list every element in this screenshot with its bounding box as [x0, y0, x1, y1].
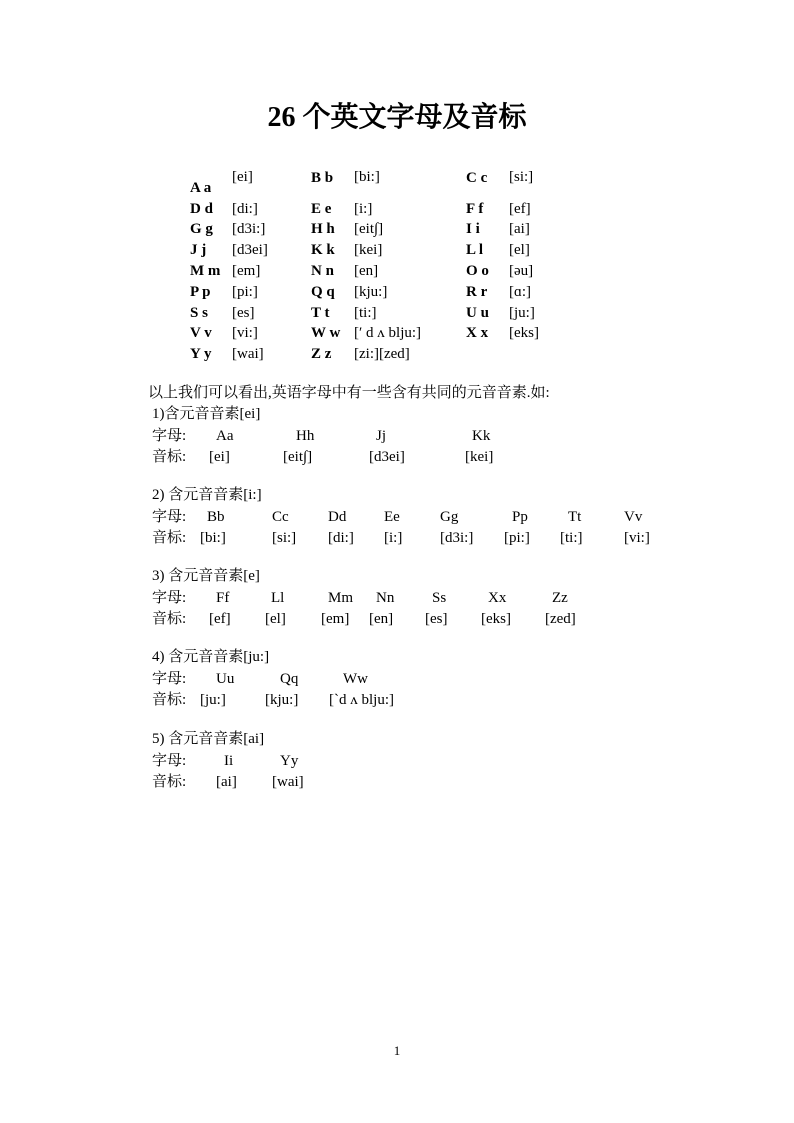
alphabet-letter: O o — [466, 263, 489, 279]
group-heading: 4) 含元音音素[ju:] — [152, 649, 270, 665]
phonetic-label: 音标: — [152, 449, 187, 465]
alphabet-letter: Y y — [190, 346, 212, 362]
group-phonetic: [d3i:] — [440, 530, 474, 546]
alphabet-letter: K k — [311, 242, 335, 258]
alphabet-phonetic: [′ d ʌ blju:] — [354, 325, 422, 341]
alphabet-phonetic: [ai] — [509, 221, 530, 237]
group-letter: Tt — [568, 509, 582, 525]
alphabet-letter: L l — [466, 242, 484, 258]
alphabet-letter: N n — [311, 263, 334, 279]
letters-label: 字母: — [152, 509, 187, 525]
group-letter: Nn — [376, 590, 395, 606]
alphabet-phonetic: [ɑ:] — [509, 284, 532, 300]
alphabet-letter: M m — [190, 263, 221, 279]
alphabet-letter: H h — [311, 221, 335, 237]
group-phonetic: [kei] — [465, 449, 494, 465]
group-letter: Ww — [343, 671, 368, 687]
group-phonetic: [el] — [265, 611, 286, 627]
group-phonetic: [si:] — [272, 530, 297, 546]
alphabet-letter: J j — [190, 242, 207, 258]
alphabet-letter: R r — [466, 284, 488, 300]
group-letter: Jj — [376, 428, 387, 444]
group-phonetic: [di:] — [328, 530, 354, 546]
group-phonetic: [wai] — [272, 774, 304, 790]
alphabet-phonetic: [ei] — [232, 169, 253, 185]
phonetic-label: 音标: — [152, 774, 187, 790]
group-letter: Vv — [624, 509, 643, 525]
group-letter: Ee — [384, 509, 400, 525]
alphabet-letter: F f — [466, 201, 484, 217]
alphabet-phonetic: [wai] — [232, 346, 264, 362]
group-phonetic: [vi:] — [624, 530, 650, 546]
alphabet-phonetic: [si:] — [509, 169, 534, 185]
group-heading: 3) 含元音音素[e] — [152, 568, 260, 584]
alphabet-phonetic: [vi:] — [232, 325, 258, 341]
group-phonetic: [ju:] — [200, 692, 226, 708]
alphabet-letter: W w — [311, 325, 341, 341]
alphabet-phonetic: [bi:] — [354, 169, 380, 185]
phonetic-label: 音标: — [152, 530, 187, 546]
group-letter: Ss — [432, 590, 447, 606]
alphabet-phonetic: [i:] — [354, 201, 373, 217]
page-title: 26 个英文字母及音标 — [267, 102, 527, 133]
alphabet-phonetic: [d3ei] — [232, 242, 268, 258]
group-letter: Dd — [328, 509, 347, 525]
group-phonetic: [eit∫] — [283, 449, 313, 465]
alphabet-letter: T t — [311, 305, 330, 321]
alphabet-letter: X x — [466, 325, 489, 341]
alphabet-phonetic: [es] — [232, 305, 255, 321]
alphabet-letter: B b — [311, 170, 334, 186]
phonetic-label: 音标: — [152, 692, 187, 708]
group-letter: Zz — [552, 590, 568, 606]
group-phonetic: [kju:] — [265, 692, 299, 708]
alphabet-letter: D d — [190, 201, 213, 217]
alphabet-phonetic: [el] — [509, 242, 530, 258]
group-letter: Ll — [271, 590, 285, 606]
alphabet-phonetic: [d3i:] — [232, 221, 266, 237]
group-phonetic: [i:] — [384, 530, 403, 546]
alphabet-phonetic: [eit∫] — [354, 221, 384, 237]
alphabet-phonetic: [em] — [232, 263, 261, 279]
alphabet-letter: E e — [311, 201, 332, 217]
group-letter: Kk — [472, 428, 491, 444]
group-phonetic: [bi:] — [200, 530, 226, 546]
alphabet-phonetic: [əu] — [509, 263, 534, 279]
group-letter: Mm — [328, 590, 354, 606]
group-phonetic: [`d ʌ blju:] — [329, 692, 394, 708]
alphabet-letter: C c — [466, 170, 488, 186]
alphabet-phonetic: [ti:] — [354, 305, 377, 321]
alphabet-letter: Z z — [311, 346, 332, 362]
group-heading: 5) 含元音音素[ai] — [152, 731, 265, 747]
alphabet-letter: S s — [190, 305, 208, 321]
group-letter: Uu — [216, 671, 235, 687]
alphabet-letter: V v — [190, 325, 212, 341]
letters-label: 字母: — [152, 428, 187, 444]
alphabet-phonetic: [kju:] — [354, 284, 388, 300]
alphabet-phonetic: [di:] — [232, 201, 258, 217]
group-letter: Hh — [296, 428, 315, 444]
alphabet-letter: G g — [190, 221, 213, 237]
group-phonetic: [ti:] — [560, 530, 583, 546]
group-heading: 2) 含元音音素[i:] — [152, 487, 262, 503]
alphabet-letter: A a — [190, 180, 212, 196]
intro-text: 以上我们可以看出,英语字母中有一些含有共同的元音音素.如: — [148, 385, 550, 401]
group-phonetic: [ef] — [209, 611, 231, 627]
group-letter: Xx — [488, 590, 507, 606]
group-phonetic: [zed] — [545, 611, 576, 627]
group-phonetic: [eks] — [481, 611, 511, 627]
group-phonetic: [es] — [425, 611, 448, 627]
alphabet-letter: P p — [190, 284, 211, 300]
group-letter: Cc — [272, 509, 289, 525]
group-phonetic: [d3ei] — [369, 449, 405, 465]
group-phonetic: [ai] — [216, 774, 237, 790]
alphabet-phonetic: [kei] — [354, 242, 383, 258]
alphabet-phonetic: [pi:] — [232, 284, 258, 300]
alphabet-letter: I i — [466, 221, 480, 237]
group-letter: Qq — [280, 671, 299, 687]
group-phonetic: [em] — [321, 611, 350, 627]
alphabet-letter: Q q — [311, 284, 335, 300]
group-letter: Yy — [280, 753, 299, 769]
alphabet-phonetic: [eks] — [509, 325, 539, 341]
phonetic-label: 音标: — [152, 611, 187, 627]
alphabet-phonetic: [en] — [354, 263, 379, 279]
group-letter: Ii — [224, 753, 234, 769]
group-letter: Ff — [216, 590, 230, 606]
letters-label: 字母: — [152, 590, 187, 606]
letters-label: 字母: — [152, 671, 187, 687]
alphabet-phonetic: [ju:] — [509, 305, 535, 321]
alphabet-phonetic: [zi:][zed] — [354, 346, 410, 362]
group-letter: Pp — [512, 509, 528, 525]
page-number: 1 — [393, 1043, 401, 1058]
group-phonetic: [ei] — [209, 449, 230, 465]
group-phonetic: [en] — [369, 611, 394, 627]
alphabet-letter: U u — [466, 305, 489, 321]
group-letter: Bb — [207, 509, 225, 525]
group-letter: Gg — [440, 509, 459, 525]
group-phonetic: [pi:] — [504, 530, 530, 546]
alphabet-phonetic: [ef] — [509, 201, 531, 217]
letters-label: 字母: — [152, 753, 187, 769]
group-letter: Aa — [216, 428, 234, 444]
group-heading: 1)含元音音素[ei] — [152, 406, 261, 422]
